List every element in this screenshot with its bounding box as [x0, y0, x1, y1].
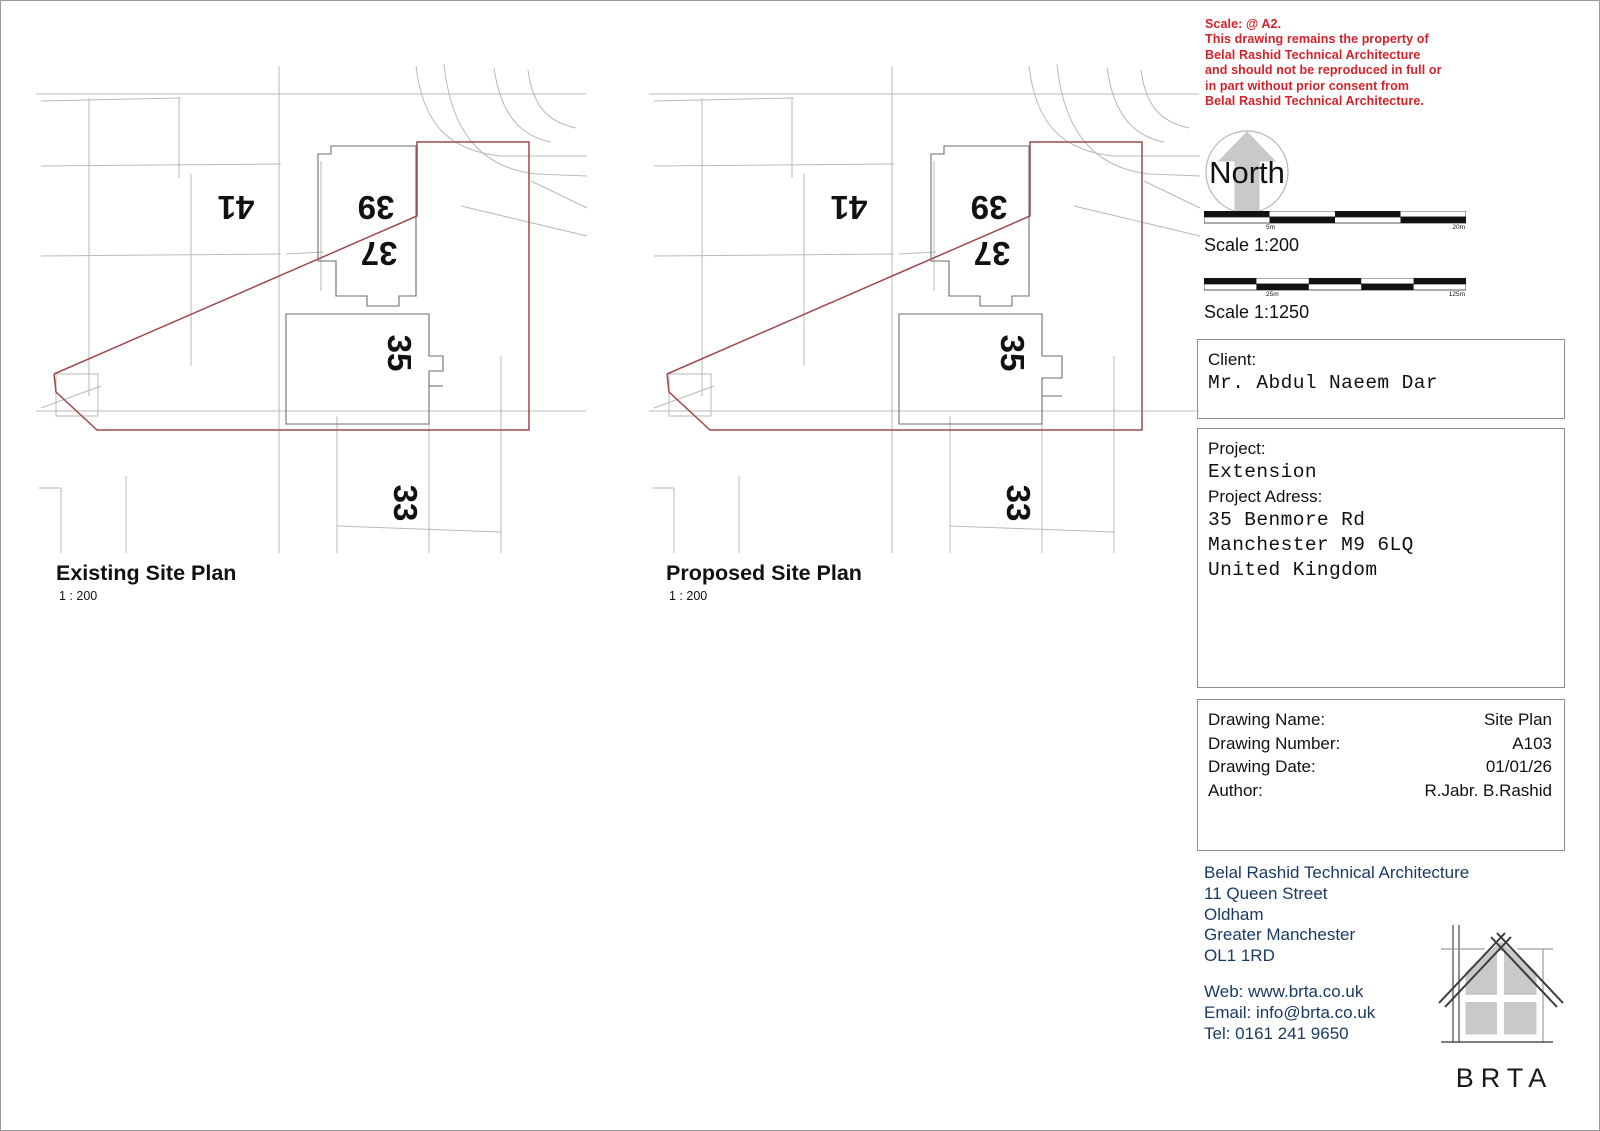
detail-row	[1208, 779, 1552, 803]
project-address-line: Manchester M9 6LQ	[1208, 534, 1414, 556]
client-box	[1197, 339, 1565, 419]
north-label: North	[1209, 155, 1285, 190]
drawing-details-box	[1197, 699, 1565, 851]
detail-value: A103	[1512, 733, 1552, 753]
contact-address-line: OL1 1RD	[1204, 946, 1275, 966]
house-number: 39	[970, 189, 1008, 226]
plan-caption	[56, 561, 236, 603]
copyright-line: Belal Rashid Technical Architecture.	[1205, 94, 1424, 109]
copyright-line: This drawing remains the property of	[1205, 32, 1429, 47]
logo-house-icon	[1425, 911, 1577, 1061]
scalebar-end-label: 125m	[1448, 291, 1465, 298]
detail-label: Author:	[1208, 780, 1263, 800]
contact-email[interactable]: Email: info@brta.co.uk	[1204, 1002, 1376, 1022]
house-number: 41	[217, 189, 255, 226]
house-number: 41	[830, 189, 868, 226]
scalebar-1-1250	[1204, 278, 1466, 323]
detail-value: R.Jabr. B.Rashid	[1424, 780, 1552, 800]
house-number: 33	[387, 484, 424, 522]
house-number: 39	[357, 189, 395, 226]
plan-title: Proposed Site Plan	[666, 561, 862, 585]
company-name: Belal Rashid Technical Architecture	[1204, 863, 1470, 882]
scalebar-end-label: 20m	[1452, 224, 1465, 231]
contact-address-line: Oldham	[1204, 904, 1264, 924]
scalebar-graphic	[1204, 278, 1466, 296]
client-label: Client:	[1208, 350, 1257, 369]
plan-caption	[666, 561, 862, 603]
project-label: Project:	[1208, 439, 1266, 458]
project-address-line: 35 Benmore Rd	[1208, 509, 1366, 531]
plan-title: Existing Site Plan	[56, 561, 237, 585]
scalebar-start-label: 5m	[1266, 224, 1276, 231]
client-value: Mr. Abdul Naeem Dar	[1208, 372, 1438, 394]
detail-row	[1208, 708, 1552, 732]
detail-label: Drawing Number:	[1208, 733, 1341, 753]
scalebar-1-200	[1204, 211, 1466, 256]
detail-label: Drawing Name:	[1208, 710, 1326, 729]
existing-site-plan	[31, 56, 591, 603]
house-number: 37	[973, 235, 1011, 272]
project-address-label: Project Adress:	[1208, 487, 1323, 506]
project-address-line: United Kingdom	[1208, 559, 1378, 581]
contact-web[interactable]: Web: www.brta.co.uk	[1204, 981, 1364, 1001]
detail-label: Drawing Date:	[1208, 757, 1316, 776]
contact-address-line: 11 Queen Street	[1204, 883, 1328, 903]
copyright-line: and should not be reproduced in full or	[1205, 63, 1442, 78]
detail-value: Site Plan	[1483, 710, 1552, 729]
logo-wordmark: BRTA	[1455, 1063, 1554, 1093]
scale-caption: Scale 1:1250	[1204, 302, 1310, 322]
detail-row	[1208, 755, 1552, 779]
copyright-line: in part without prior consent from	[1205, 78, 1410, 93]
north-arrow	[1204, 129, 1290, 215]
house-number: 35	[994, 334, 1031, 372]
house-number: 33	[1000, 484, 1037, 522]
plan-scale: 1 : 200	[669, 589, 708, 603]
copyright-notice	[1205, 17, 1505, 109]
contact-address-line: Greater Manchester	[1204, 925, 1356, 945]
scale-caption: Scale 1:200	[1204, 235, 1300, 255]
project-value: Extension	[1208, 461, 1317, 483]
house-number: 35	[381, 334, 418, 372]
detail-value: 01/01/26	[1485, 757, 1552, 776]
site-plan-drawing	[31, 56, 591, 556]
contact-tel: Tel: 0161 241 9650	[1204, 1023, 1349, 1043]
copyright-line: Belal Rashid Technical Architecture	[1205, 47, 1421, 62]
project-box	[1197, 428, 1565, 688]
detail-row	[1208, 732, 1552, 756]
scalebar-start-label: 25m	[1266, 291, 1279, 298]
copyright-line: Scale: @ A2.	[1205, 17, 1282, 31]
plan-scale: 1 : 200	[59, 589, 98, 603]
house-number: 37	[360, 235, 398, 272]
scalebar-graphic	[1204, 211, 1466, 229]
brta-logo	[1425, 911, 1577, 1111]
proposed-site-plan	[644, 56, 1204, 603]
site-plan-drawing	[644, 56, 1204, 556]
